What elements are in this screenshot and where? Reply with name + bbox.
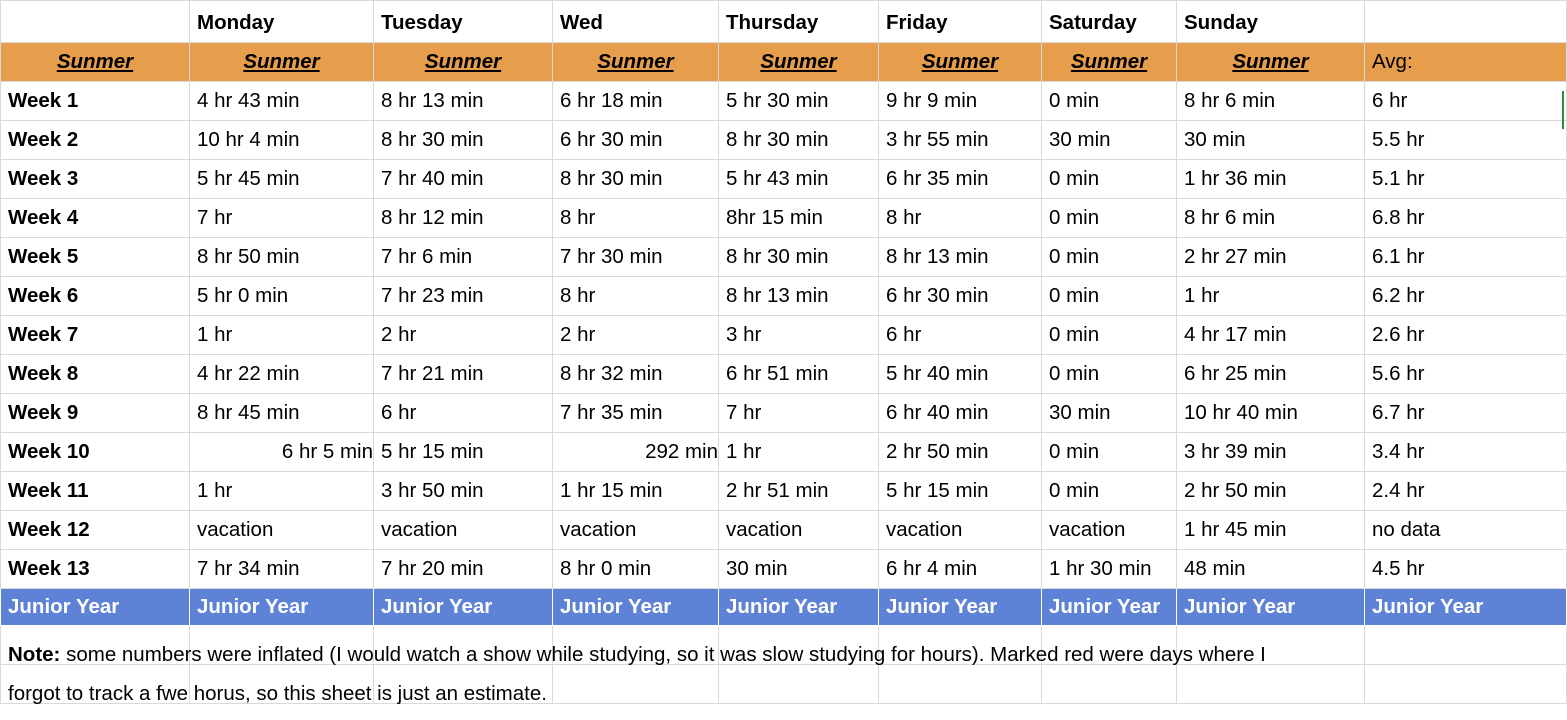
time-cell-thursday[interactable]: 2 hr 51 min: [719, 472, 879, 511]
week-label-cell[interactable]: Week 9: [1, 394, 190, 433]
time-cell-sunday[interactable]: 1 hr 36 min: [1177, 160, 1365, 199]
time-cell-wednesday[interactable]: 8 hr: [553, 199, 719, 238]
time-cell-tuesday[interactable]: 7 hr 23 min: [374, 277, 553, 316]
table-row: [1, 121, 1567, 160]
time-cell-thursday[interactable]: 3 hr: [719, 316, 879, 355]
table-body: [1, 1, 1567, 704]
time-cell-friday[interactable]: 8 hr 13 min: [879, 238, 1042, 277]
time-cell-friday[interactable]: 6 hr 30 min: [879, 277, 1042, 316]
time-cell-tuesday[interactable]: 8 hr 12 min: [374, 199, 553, 238]
table-row: [1, 160, 1567, 199]
time-cell-friday[interactable]: 6 hr 4 min: [879, 550, 1042, 589]
note-bold-label: Note:: [8, 643, 61, 666]
note-text-line-1: [8, 645, 1266, 666]
table-row: [1, 316, 1567, 355]
time-cell-tuesday[interactable]: 5 hr 15 min: [374, 433, 553, 472]
week-label-cell[interactable]: Week 5: [1, 238, 190, 277]
day-header-row: [1, 1, 1567, 43]
time-cell-monday[interactable]: 7 hr: [190, 199, 374, 238]
time-cell-wednesday[interactable]: 8 hr 32 min: [553, 355, 719, 394]
time-cell-tuesday[interactable]: 8 hr 30 min: [374, 121, 553, 160]
season-cell[interactable]: Sunmer: [879, 43, 1042, 82]
time-cell-saturday[interactable]: 0 min: [1042, 355, 1177, 394]
time-cell-monday[interactable]: 7 hr 34 min: [190, 550, 374, 589]
time-cell-wednesday[interactable]: 8 hr 0 min: [553, 550, 719, 589]
note-line-2: forgot to track a fwe horus, so this sheet is just an estimate.: [8, 682, 547, 705]
empty-cell[interactable]: [1365, 665, 1567, 704]
time-cell-sunday[interactable]: 10 hr 40 min: [1177, 394, 1365, 433]
time-cell-monday[interactable]: 5 hr 0 min: [190, 277, 374, 316]
junior-year-row: [1, 589, 1567, 626]
junior-year-cell[interactable]: Junior Year: [553, 589, 719, 626]
header-cell-tuesday[interactable]: Tuesday: [374, 1, 553, 43]
table-row: [1, 550, 1567, 589]
time-cell-saturday[interactable]: 0 min: [1042, 316, 1177, 355]
season-cell[interactable]: Sunmer: [1042, 43, 1177, 82]
time-cell-thursday[interactable]: 7 hr: [719, 394, 879, 433]
time-cell-wednesday[interactable]: 8 hr: [553, 277, 719, 316]
empty-cell[interactable]: [1365, 626, 1567, 665]
empty-cell[interactable]: [1042, 665, 1177, 704]
corner-cell[interactable]: [1, 1, 190, 43]
week-label-cell[interactable]: Week 8: [1, 355, 190, 394]
time-cell-sunday[interactable]: 30 min: [1177, 121, 1365, 160]
cell-edge-marker: [1562, 91, 1564, 129]
avg-cell[interactable]: 6.7 hr: [1365, 394, 1567, 433]
time-cell-monday[interactable]: 5 hr 45 min: [190, 160, 374, 199]
junior-year-cell[interactable]: Junior Year: [879, 589, 1042, 626]
header-cell-empty[interactable]: [1365, 1, 1567, 43]
season-cell[interactable]: Sunmer: [190, 43, 374, 82]
time-cell-tuesday[interactable]: 7 hr 20 min: [374, 550, 553, 589]
table-row: [1, 511, 1567, 550]
time-cell-wednesday[interactable]: 7 hr 35 min: [553, 394, 719, 433]
time-cell-saturday[interactable]: 0 min: [1042, 82, 1177, 121]
time-cell-thursday[interactable]: 1 hr: [719, 433, 879, 472]
time-cell-sunday[interactable]: 4 hr 17 min: [1177, 316, 1365, 355]
time-cell-wednesday[interactable]: 1 hr 15 min: [553, 472, 719, 511]
empty-cell[interactable]: [1177, 665, 1365, 704]
time-cell-saturday[interactable]: 30 min: [1042, 394, 1177, 433]
week-label-cell[interactable]: Week 6: [1, 277, 190, 316]
empty-cell[interactable]: [553, 665, 719, 704]
table-row: [1, 355, 1567, 394]
time-cell-monday[interactable]: 10 hr 4 min: [190, 121, 374, 160]
header-cell-monday[interactable]: Monday: [190, 1, 374, 43]
time-cell-monday[interactable]: 8 hr 45 min: [190, 394, 374, 433]
note-row-1: [1, 626, 1567, 665]
time-cell-monday[interactable]: 8 hr 50 min: [190, 238, 374, 277]
table-row: [1, 238, 1567, 277]
avg-cell[interactable]: 6 hr: [1365, 82, 1567, 121]
avg-cell[interactable]: 2.6 hr: [1365, 316, 1567, 355]
time-cell-monday[interactable]: 1 hr: [190, 472, 374, 511]
junior-year-cell[interactable]: Junior Year: [719, 589, 879, 626]
note-cell[interactable]: [1, 665, 547, 705]
note-cell[interactable]: [1, 626, 1266, 666]
season-cell[interactable]: Sunmer: [719, 43, 879, 82]
time-cell-thursday[interactable]: 6 hr 51 min: [719, 355, 879, 394]
empty-cell[interactable]: [879, 665, 1042, 704]
time-cell-sunday[interactable]: 8 hr 6 min: [1177, 82, 1365, 121]
junior-year-cell[interactable]: Junior Year: [1365, 589, 1567, 626]
time-cell-sunday[interactable]: 8 hr 6 min: [1177, 199, 1365, 238]
avg-cell[interactable]: 5.6 hr: [1365, 355, 1567, 394]
header-cell-sunday[interactable]: Sunday: [1177, 1, 1365, 43]
time-cell-monday[interactable]: 1 hr: [190, 316, 374, 355]
header-cell-saturday[interactable]: Saturday: [1042, 1, 1177, 43]
week-label-cell[interactable]: Week 11: [1, 472, 190, 511]
week-label-cell[interactable]: Week 12: [1, 511, 190, 550]
time-cell-friday[interactable]: 2 hr 50 min: [879, 433, 1042, 472]
time-cell-wednesday[interactable]: 6 hr 18 min: [553, 82, 719, 121]
week-label-cell[interactable]: Week 4: [1, 199, 190, 238]
note-row-2: [1, 665, 1567, 704]
time-cell-friday[interactable]: 6 hr 40 min: [879, 394, 1042, 433]
time-cell-tuesday[interactable]: 7 hr 6 min: [374, 238, 553, 277]
avg-cell[interactable]: 5.1 hr: [1365, 160, 1567, 199]
time-cell-tuesday[interactable]: 3 hr 50 min: [374, 472, 553, 511]
time-cell-thursday[interactable]: 8 hr 13 min: [719, 277, 879, 316]
season-cell[interactable]: Sunmer: [374, 43, 553, 82]
time-cell-monday[interactable]: 4 hr 22 min: [190, 355, 374, 394]
time-cell-sunday[interactable]: 1 hr 45 min: [1177, 511, 1365, 550]
avg-cell[interactable]: 4.5 hr: [1365, 550, 1567, 589]
time-cell-sunday[interactable]: 48 min: [1177, 550, 1365, 589]
time-cell-wednesday[interactable]: 8 hr 30 min: [553, 160, 719, 199]
time-cell-thursday[interactable]: 30 min: [719, 550, 879, 589]
time-cell-sunday[interactable]: 3 hr 39 min: [1177, 433, 1365, 472]
table-row: [1, 472, 1567, 511]
table-row: [1, 82, 1567, 121]
time-cell-saturday[interactable]: 0 min: [1042, 277, 1177, 316]
avg-cell[interactable]: 6.2 hr: [1365, 277, 1567, 316]
header-cell-wednesday[interactable]: Wed: [553, 1, 719, 43]
avg-cell[interactable]: 5.5 hr: [1365, 121, 1567, 160]
time-cell-wednesday[interactable]: 2 hr: [553, 316, 719, 355]
time-cell-sunday[interactable]: 2 hr 27 min: [1177, 238, 1365, 277]
time-cell-saturday[interactable]: vacation: [1042, 511, 1177, 550]
time-cell-saturday[interactable]: 30 min: [1042, 121, 1177, 160]
time-cell-saturday[interactable]: 0 min: [1042, 160, 1177, 199]
time-cell-tuesday[interactable]: 7 hr 40 min: [374, 160, 553, 199]
time-cell-saturday[interactable]: 0 min: [1042, 433, 1177, 472]
time-cell-saturday[interactable]: 0 min: [1042, 472, 1177, 511]
time-cell-saturday[interactable]: 0 min: [1042, 238, 1177, 277]
time-cell-monday[interactable]: vacation: [190, 511, 374, 550]
table-row: [1, 199, 1567, 238]
time-cell-friday[interactable]: 3 hr 55 min: [879, 121, 1042, 160]
time-cell-wednesday[interactable]: 7 hr 30 min: [553, 238, 719, 277]
time-cell-thursday[interactable]: 8 hr 30 min: [719, 238, 879, 277]
time-cell-friday[interactable]: 5 hr 40 min: [879, 355, 1042, 394]
avg-cell[interactable]: 6.1 hr: [1365, 238, 1567, 277]
week-label-cell[interactable]: Week 7: [1, 316, 190, 355]
time-cell-thursday[interactable]: vacation: [719, 511, 879, 550]
empty-cell[interactable]: [719, 665, 879, 704]
week-label-cell[interactable]: Week 3: [1, 160, 190, 199]
junior-year-cell[interactable]: Junior Year: [190, 589, 374, 626]
season-cell[interactable]: Sunmer: [1177, 43, 1365, 82]
time-cell-saturday[interactable]: 0 min: [1042, 199, 1177, 238]
avg-header-cell[interactable]: Avg:: [1365, 43, 1567, 82]
week-label-cell[interactable]: Week 10: [1, 433, 190, 472]
time-cell-wednesday[interactable]: 6 hr 30 min: [553, 121, 719, 160]
time-cell-tuesday[interactable]: 6 hr: [374, 394, 553, 433]
table-row: [1, 394, 1567, 433]
junior-year-cell[interactable]: Junior Year: [1042, 589, 1177, 626]
avg-cell[interactable]: 6.8 hr: [1365, 199, 1567, 238]
time-cell-monday[interactable]: 4 hr 43 min: [190, 82, 374, 121]
table-row: [1, 277, 1567, 316]
time-cell-sunday[interactable]: 1 hr: [1177, 277, 1365, 316]
time-cell-friday[interactable]: vacation: [879, 511, 1042, 550]
time-cell-thursday[interactable]: 5 hr 43 min: [719, 160, 879, 199]
avg-cell[interactable]: 2.4 hr: [1365, 472, 1567, 511]
time-cell-wednesday[interactable]: 292 min: [553, 433, 719, 472]
junior-year-cell[interactable]: Junior Year: [1177, 589, 1365, 626]
time-cell-sunday[interactable]: 2 hr 50 min: [1177, 472, 1365, 511]
time-cell-friday[interactable]: 6 hr: [879, 316, 1042, 355]
time-cell-friday[interactable]: 5 hr 15 min: [879, 472, 1042, 511]
time-cell-thursday[interactable]: 8 hr 30 min: [719, 121, 879, 160]
time-cell-thursday[interactable]: 8hr 15 min: [719, 199, 879, 238]
time-cell-saturday[interactable]: 1 hr 30 min: [1042, 550, 1177, 589]
week-label-cell[interactable]: Week 2: [1, 121, 190, 160]
time-cell-wednesday[interactable]: vacation: [553, 511, 719, 550]
season-row: [1, 43, 1567, 82]
junior-year-cell[interactable]: Junior Year: [374, 589, 553, 626]
time-cell-tuesday[interactable]: 7 hr 21 min: [374, 355, 553, 394]
time-cell-friday[interactable]: 8 hr: [879, 199, 1042, 238]
header-cell-thursday[interactable]: Thursday: [719, 1, 879, 43]
time-cell-tuesday[interactable]: vacation: [374, 511, 553, 550]
time-cell-thursday[interactable]: 5 hr 30 min: [719, 82, 879, 121]
note-line-1: some numbers were inflated (I would watch a show while studying, so it was slow studying for hours). Marked red were days where I: [60, 643, 1266, 666]
time-cell-friday[interactable]: 6 hr 35 min: [879, 160, 1042, 199]
junior-year-cell[interactable]: Junior Year: [1, 589, 190, 626]
time-cell-monday[interactable]: 6 hr 5 min: [190, 433, 374, 472]
season-cell[interactable]: Sunmer: [553, 43, 719, 82]
time-cell-friday[interactable]: 9 hr 9 min: [879, 82, 1042, 121]
avg-cell[interactable]: no data: [1365, 511, 1567, 550]
week-label-cell[interactable]: Week 13: [1, 550, 190, 589]
header-cell-friday[interactable]: Friday: [879, 1, 1042, 43]
table-row: [1, 433, 1567, 472]
week-label-cell[interactable]: Week 1: [1, 82, 190, 121]
avg-cell[interactable]: 3.4 hr: [1365, 433, 1567, 472]
time-cell-sunday[interactable]: 6 hr 25 min: [1177, 355, 1365, 394]
time-cell-tuesday[interactable]: 8 hr 13 min: [374, 82, 553, 121]
season-cell[interactable]: Sunmer: [1, 43, 190, 82]
time-cell-tuesday[interactable]: 2 hr: [374, 316, 553, 355]
